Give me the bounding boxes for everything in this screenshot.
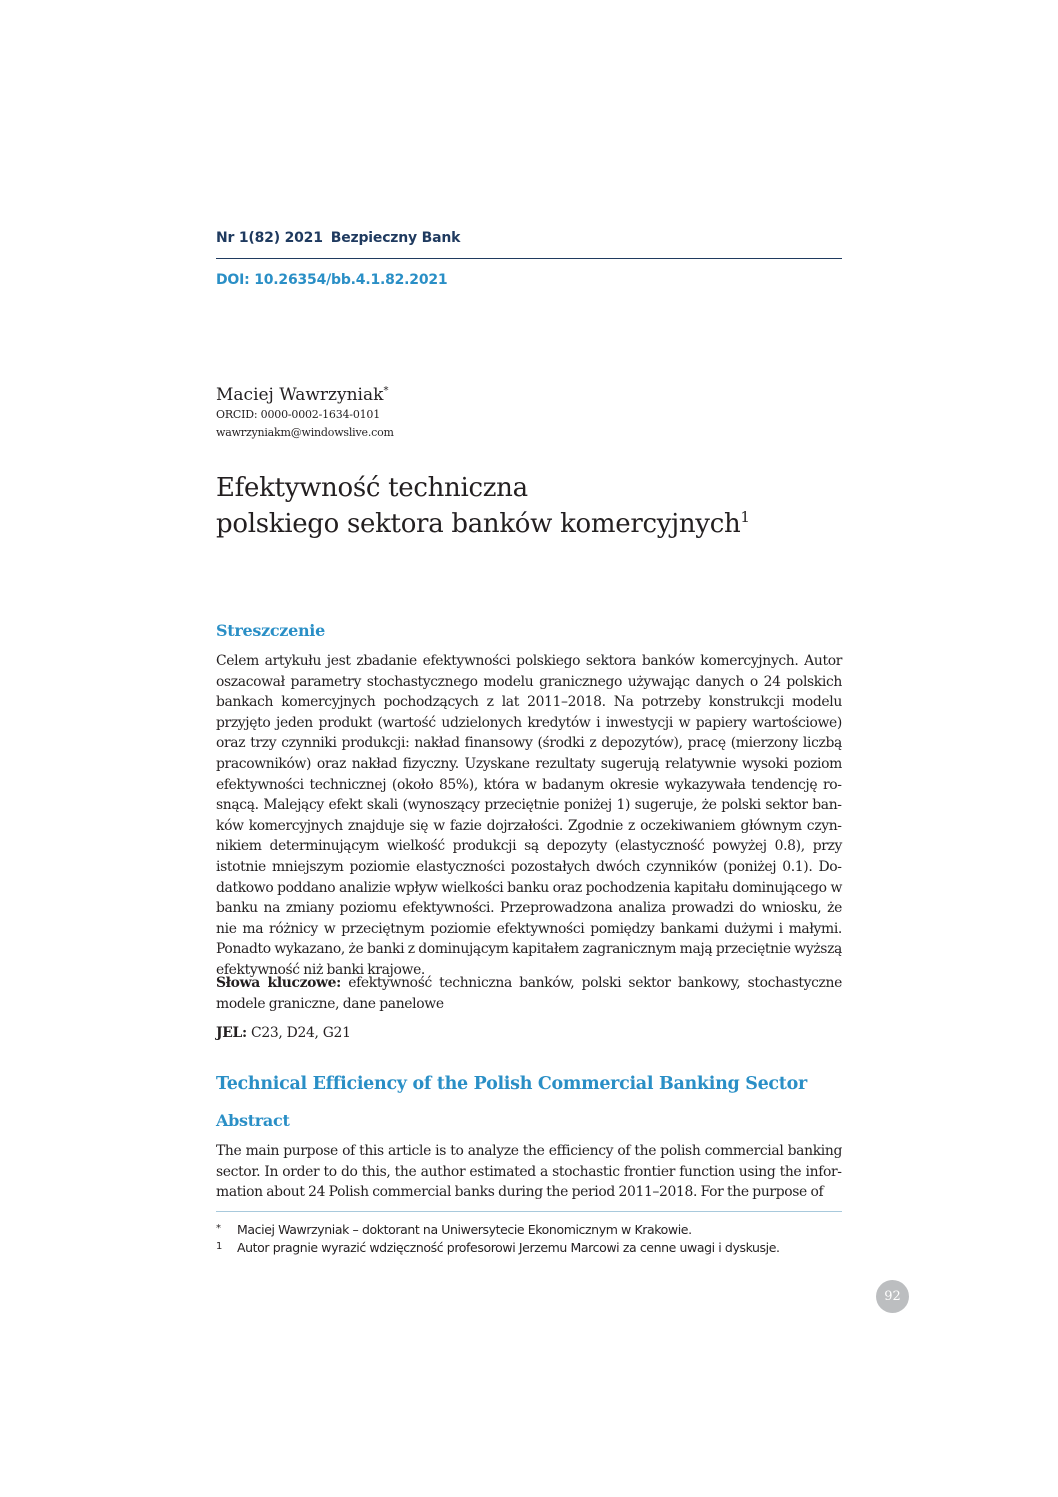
english-title: Technical Efficiency of the Polish Commercial Banking Sector (216, 1074, 807, 1094)
footnote-author (216, 1222, 856, 1237)
journal-header (216, 230, 460, 246)
streszczenie-text: Celem artykułu jest zbadanie efektywności polskiego sektora banków komercyjnych. Autor oszacował parametry stochastycznego modelu granicznego używając danych o 24 polskich bankach komercyjnych pochodzących z lat 2011–2018. Na potrzeby konstrukcji modelu przyjęto jeden produkt (wartość udzielonych kredytów i inwestycji w papiery wartościowe) oraz trzy czynniki produkcji: nakład finansowy (środki z depozytów), pracę (mierzony liczbą pracowników) oraz nakład fizyczny. Uzyskane rezultaty sugerują relatywnie wysoki poziom efektywności technicznej (około 85%), która w badanym okresie wykazywała tendencję rosnącą. Malejący efekt skali (wynoszący przeciętnie poniżej 1) sugeruje, że polski sektor banków komercyjnych znajduje się w fazie dojrzałości. Zgodnie z oczekiwaniem głównym czynnikiem determinującym wielkość produkcji są depozyty (elastyczność powyżej 0.8), przy istotnie mniejszym poziomie elastyczności pozostałych dwóch czynników (poniżej 0.1). Dodatkowo poddano analizie wpływ wielkości banku oraz pochodzenia kapitału dominującego w banku na zmiany poziomu efektywności. Przeprowadzona analiza prowadzi do wniosku, że nie ma różnicy w przeciętnym poziomie efektywności pomiędzy bankami dużymi i małymi. Ponadto wykazano, że banki z dominującym kapitałem zagranicznym mają przeciętnie wyższą efektywność niż banki krajowe. (216, 653, 842, 978)
footnote-text: Autor pragnie wyrazić wdzięczność profesorowi Jerzemu Marcowi za cenne uwagi i dyskusje. (237, 1240, 780, 1255)
title-line-2 (216, 506, 856, 542)
author-footnote-mark: * (383, 385, 389, 397)
footnote-mark: 1 (216, 1241, 222, 1252)
footnote-mark: * (216, 1223, 221, 1234)
streszczenie-heading: Streszczenie (216, 621, 325, 640)
jel-codes (216, 1025, 351, 1041)
footnote-rule (216, 1211, 842, 1212)
author-orcid: ORCID: 0000-0002-1634-0101 (216, 408, 381, 421)
title-footnote-mark: 1 (740, 508, 750, 526)
keywords (216, 973, 842, 1014)
jel-text: C23, D24, G21 (250, 1025, 351, 1041)
abstract-heading: Abstract (216, 1111, 290, 1130)
doi-link[interactable]: DOI: 10.26354/bb.4.1.82.2021 (216, 272, 448, 288)
keywords-label: Słowa kluczowe: (216, 975, 341, 991)
header-rule (216, 258, 842, 259)
issue-number: Nr 1(82) 2021 (216, 230, 323, 246)
keywords-text: efektywność techniczna banków, polski sektor bankowy, stochastyczne modele graniczne, dane panelowe (216, 975, 842, 1012)
footnote-text: Maciej Wawrzyniak – doktorant na Uniwersytecie Ekonomicznym w Krakowie. (237, 1222, 692, 1237)
title-line-1: Efektywność techniczna (216, 473, 528, 503)
author-name (216, 385, 388, 405)
article-title (216, 470, 856, 542)
author-email[interactable]: wawrzyniakm@windowslive.com (216, 426, 394, 439)
page-number-badge: 92 (876, 1280, 909, 1313)
author-name-text: Maciej Wawrzyniak (216, 385, 384, 405)
footnote-acknowledgement (216, 1240, 856, 1255)
jel-label: JEL: (216, 1025, 247, 1041)
abstract-text: The main purpose of this article is to analyze the efficiency of the polish commercial banking sector. In order to do this, the author estimated a stochastic frontier function using the information about 24 Polish commercial banks during the period 2011–2018. For the purpose of (216, 1143, 842, 1201)
journal-name: Bezpieczny Bank (330, 230, 461, 246)
title-line-2-text: polskiego sektora banków komercyjnych (216, 509, 741, 539)
